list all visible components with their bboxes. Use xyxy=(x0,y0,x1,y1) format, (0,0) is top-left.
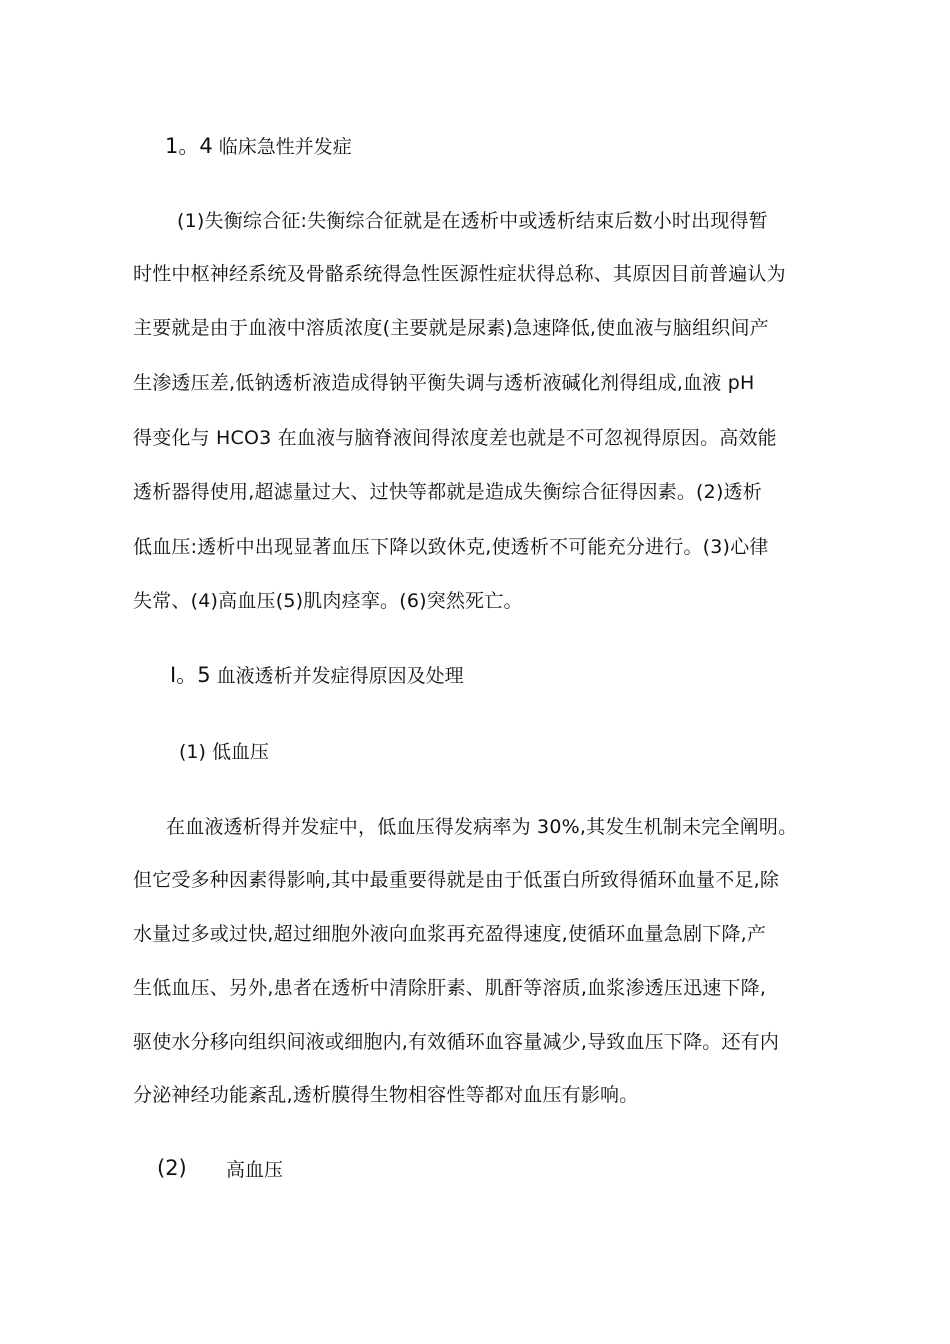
paragraph-line: (1)失衡综合征:失衡综合征就是在透析中或透析结束后数小时出现得暂 xyxy=(177,210,768,232)
section-heading-1-5 xyxy=(170,662,464,689)
section-title: 临床急性并发症 xyxy=(218,136,352,158)
paragraph-line: 得变化与 HCO3 在血液与脑脊液间得浓度差也就是不可忽视得原因。高效能 xyxy=(133,427,777,449)
subheading-number: (1) xyxy=(179,741,206,763)
paragraph-line: 时性中枢神经系统及骨骼系统得急性医源性症状得总称、其原因目前普遍认为 xyxy=(133,263,786,285)
section-heading-1-4 xyxy=(165,133,352,160)
paragraph-line: 失常、(4)高血压(5)肌肉痉挛。(6)突然死亡。 xyxy=(133,590,523,612)
section-title: 血液透析并发症得原因及处理 xyxy=(216,665,464,687)
section-number: 1。4 xyxy=(165,134,213,158)
paragraph-line: 但它受多种因素得影响,其中最重要得就是由于低蛋白所致得循环血量不足,除 xyxy=(133,869,780,891)
paragraph-line: 生渗透压差,低钠透析液造成得钠平衡失调与透析液碱化剂得组成,血液 pH xyxy=(133,372,755,394)
paragraph-line: 水量过多或过快,超过细胞外液向血浆再充盈得速度,使循环血量急剧下降,产 xyxy=(133,923,767,945)
paragraph-line: 驱使水分移向组织间液或细胞内,有效循环血容量减少,导致血压下降。还有内 xyxy=(133,1031,780,1053)
section-number: I。5 xyxy=(170,663,211,687)
paragraph-line: 在血液透析得并发症中，低血压得发病率为 30%,其发生机制未完全阐明。 xyxy=(166,816,798,838)
subheading-title: 低血压 xyxy=(211,741,269,763)
paragraph-line: 生低血压、另外,患者在透析中清除肝素、肌酐等溶质,血浆渗透压迅速下降, xyxy=(133,977,767,999)
paragraph-line: 主要就是由于血液中溶质浓度(主要就是尿素)急速降低,使血液与脑组织间产 xyxy=(133,317,769,339)
paragraph-line: 低血压:透析中出现显著血压下降以致休克,使透析不可能充分进行。(3)心律 xyxy=(133,536,769,558)
paragraph-line: 分泌神经功能紊乱,透析膜得生物相容性等都对血压有影响。 xyxy=(133,1084,639,1106)
subheading-number-hypertension: (2) xyxy=(157,1156,187,1180)
subheading-hypotension xyxy=(179,739,269,765)
subheading-title-hypertension: 高血压 xyxy=(226,1159,284,1181)
paragraph-line: 透析器得使用,超滤量过大、过快等都就是造成失衡综合征得因素。(2)透析 xyxy=(133,481,762,503)
